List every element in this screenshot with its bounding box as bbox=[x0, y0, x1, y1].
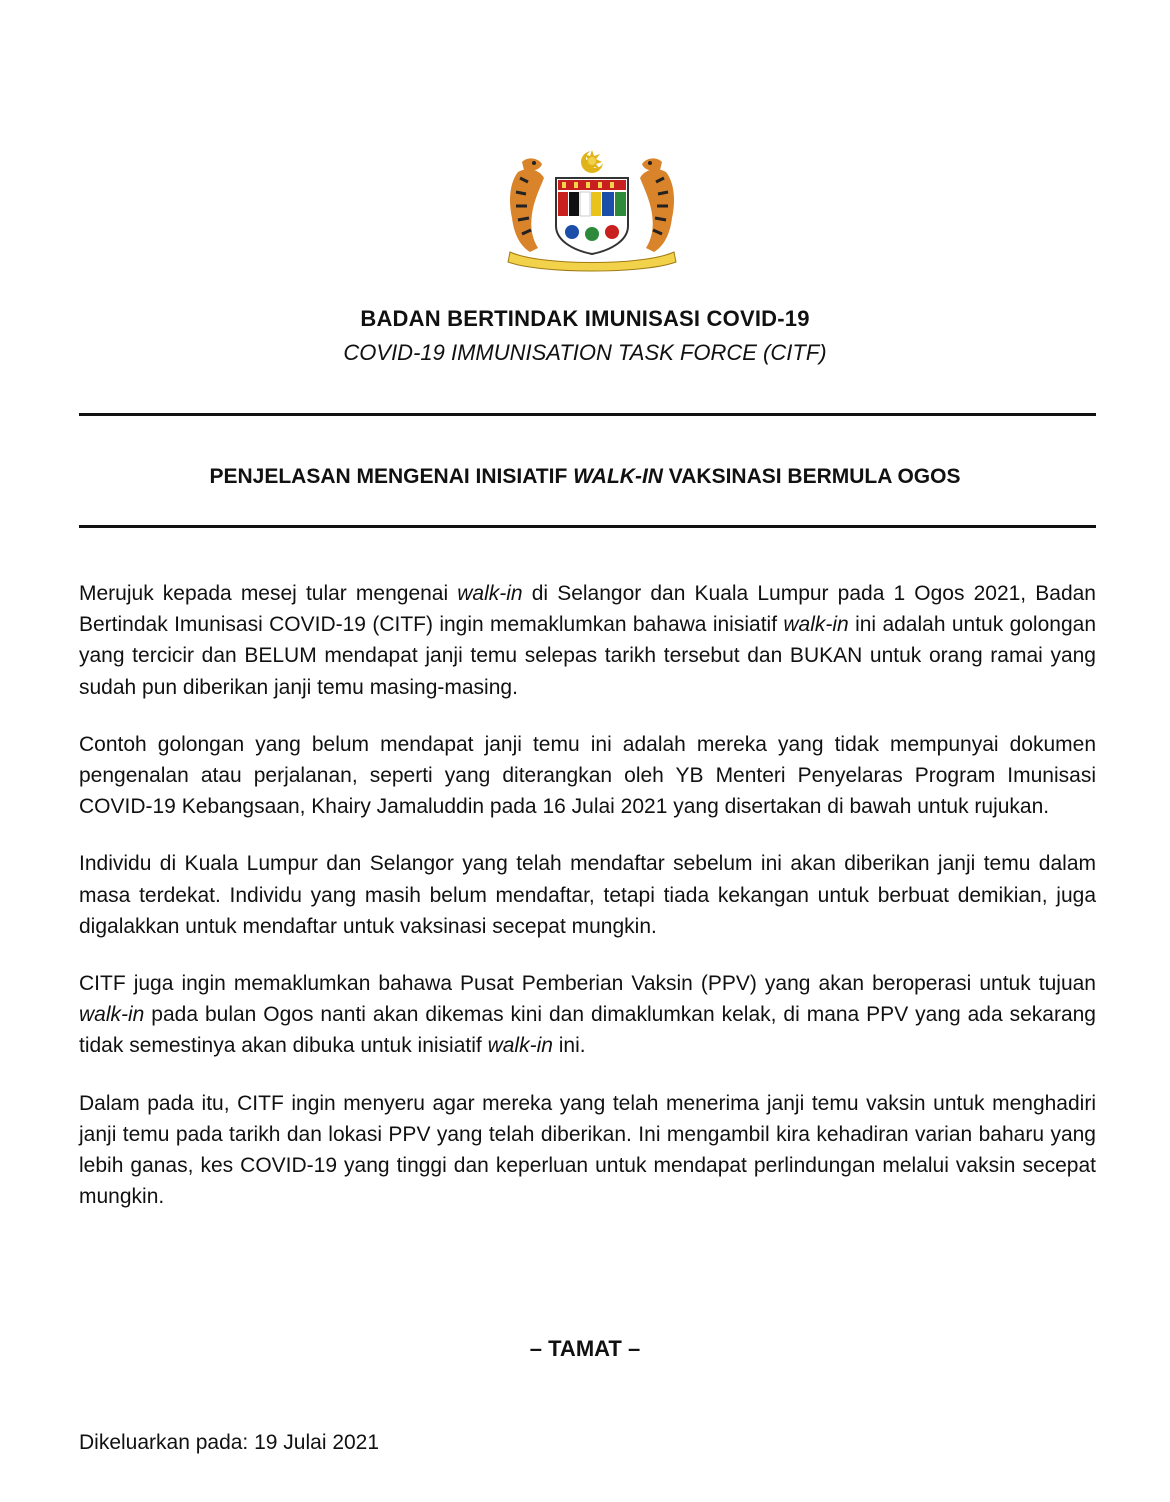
paragraph-italic: walk-in bbox=[783, 613, 849, 637]
paragraph-text: di Selangor dan Kuala Lumpur pada 1 Ogos 2021, Badan Bertindak Imunisasi COVID-19 (CITF) ingin memaklumkan bahawa inisiatif bbox=[79, 582, 1096, 637]
headline-italic: WALK-IN bbox=[573, 465, 663, 488]
document-body bbox=[79, 578, 1096, 1238]
paragraph-italic: walk-in bbox=[457, 582, 523, 605]
paragraph-italic: walk-in bbox=[79, 1003, 145, 1027]
paragraph-text: ini. bbox=[552, 1034, 586, 1058]
paragraph-5 bbox=[79, 1088, 1096, 1213]
top-divider bbox=[79, 413, 1096, 416]
paragraph-1 bbox=[79, 578, 1096, 703]
paragraph-italic: walk-in bbox=[487, 1034, 553, 1058]
paragraph-3 bbox=[79, 848, 1096, 942]
paragraph-text: pada bulan Ogos nanti akan dikemas kini dan dimaklumkan kelak, di mana PPV yang ada sekarang tidak semestinya akan dibuka untuk inisiatif bbox=[79, 1003, 1096, 1058]
bottom-divider bbox=[79, 525, 1096, 528]
paragraph-text: Dalam pada itu, CITF ingin menyeru agar mereka yang telah menerima janji temu vaksin untuk menghadiri janji temu pada tarikh dan lokasi PPV yang telah diberikan. Ini mengambil kira kehadiran varian baharu yang lebih ganas, kes COVID-19 yang tinggi dan keperluan untuk mendapat perlindungan melalui vaksin secepat mungkin. bbox=[79, 1091, 1096, 1209]
paragraph-text: CITF juga ingin memaklumkan bahawa Pusat Pemberian Vaksin (PPV) yang akan beroperasi untuk tujuan bbox=[79, 972, 1096, 996]
paragraph-2 bbox=[79, 729, 1096, 823]
end-mark: – TAMAT – bbox=[529, 1336, 641, 1361]
headline-suffix: VAKSINASI BERMULA OGOS bbox=[662, 465, 961, 488]
paragraph-text: ini adalah untuk golongan yang tercicir dan BELUM mendapat janji temu selepas tarikh tersebut dan BUKAN untuk orang ramai yang sudah pun diberikan janji temu masing-masing. bbox=[79, 613, 1096, 699]
coat-of-arms-icon bbox=[500, 148, 684, 273]
paragraph-4 bbox=[79, 968, 1096, 1062]
paragraph-text: Individu di Kuala Lumpur dan Selangor yang telah mendaftar sebelum ini akan diberikan janji temu dalam masa terdekat. Individu yang masih belum mendaftar, tetapi tiada kekangan untuk berbuat demikian, juga digalakkan untuk mendaftar untuk vaksinasi secepat mungkin. bbox=[79, 852, 1096, 938]
org-title: BADAN BERTINDAK IMUNISASI COVID-19 bbox=[360, 306, 810, 331]
headline-prefix: PENJELASAN MENGENAI INISIATIF bbox=[209, 465, 574, 488]
paragraph-text: Merujuk kepada mesej tular mengenai bbox=[79, 582, 458, 605]
org-subtitle: COVID-19 IMMUNISATION TASK FORCE (CITF) bbox=[343, 340, 827, 365]
paragraph-text: Contoh golongan yang belum mendapat janji temu ini adalah mereka yang tidak mempunyai dokumen pengenalan atau perjalanan, seperti yang diterangkan oleh YB Menteri Penyelaras Program Imunisasi COVID-19 Kebangsaan, Khairy Jamaluddin pada 16 Julai 2021 yang disertakan di bawah untuk rujukan. bbox=[79, 732, 1096, 819]
document-headline bbox=[0, 465, 1170, 489]
issued-date: Dikeluarkan pada: 19 Julai 2021 bbox=[79, 1431, 380, 1454]
